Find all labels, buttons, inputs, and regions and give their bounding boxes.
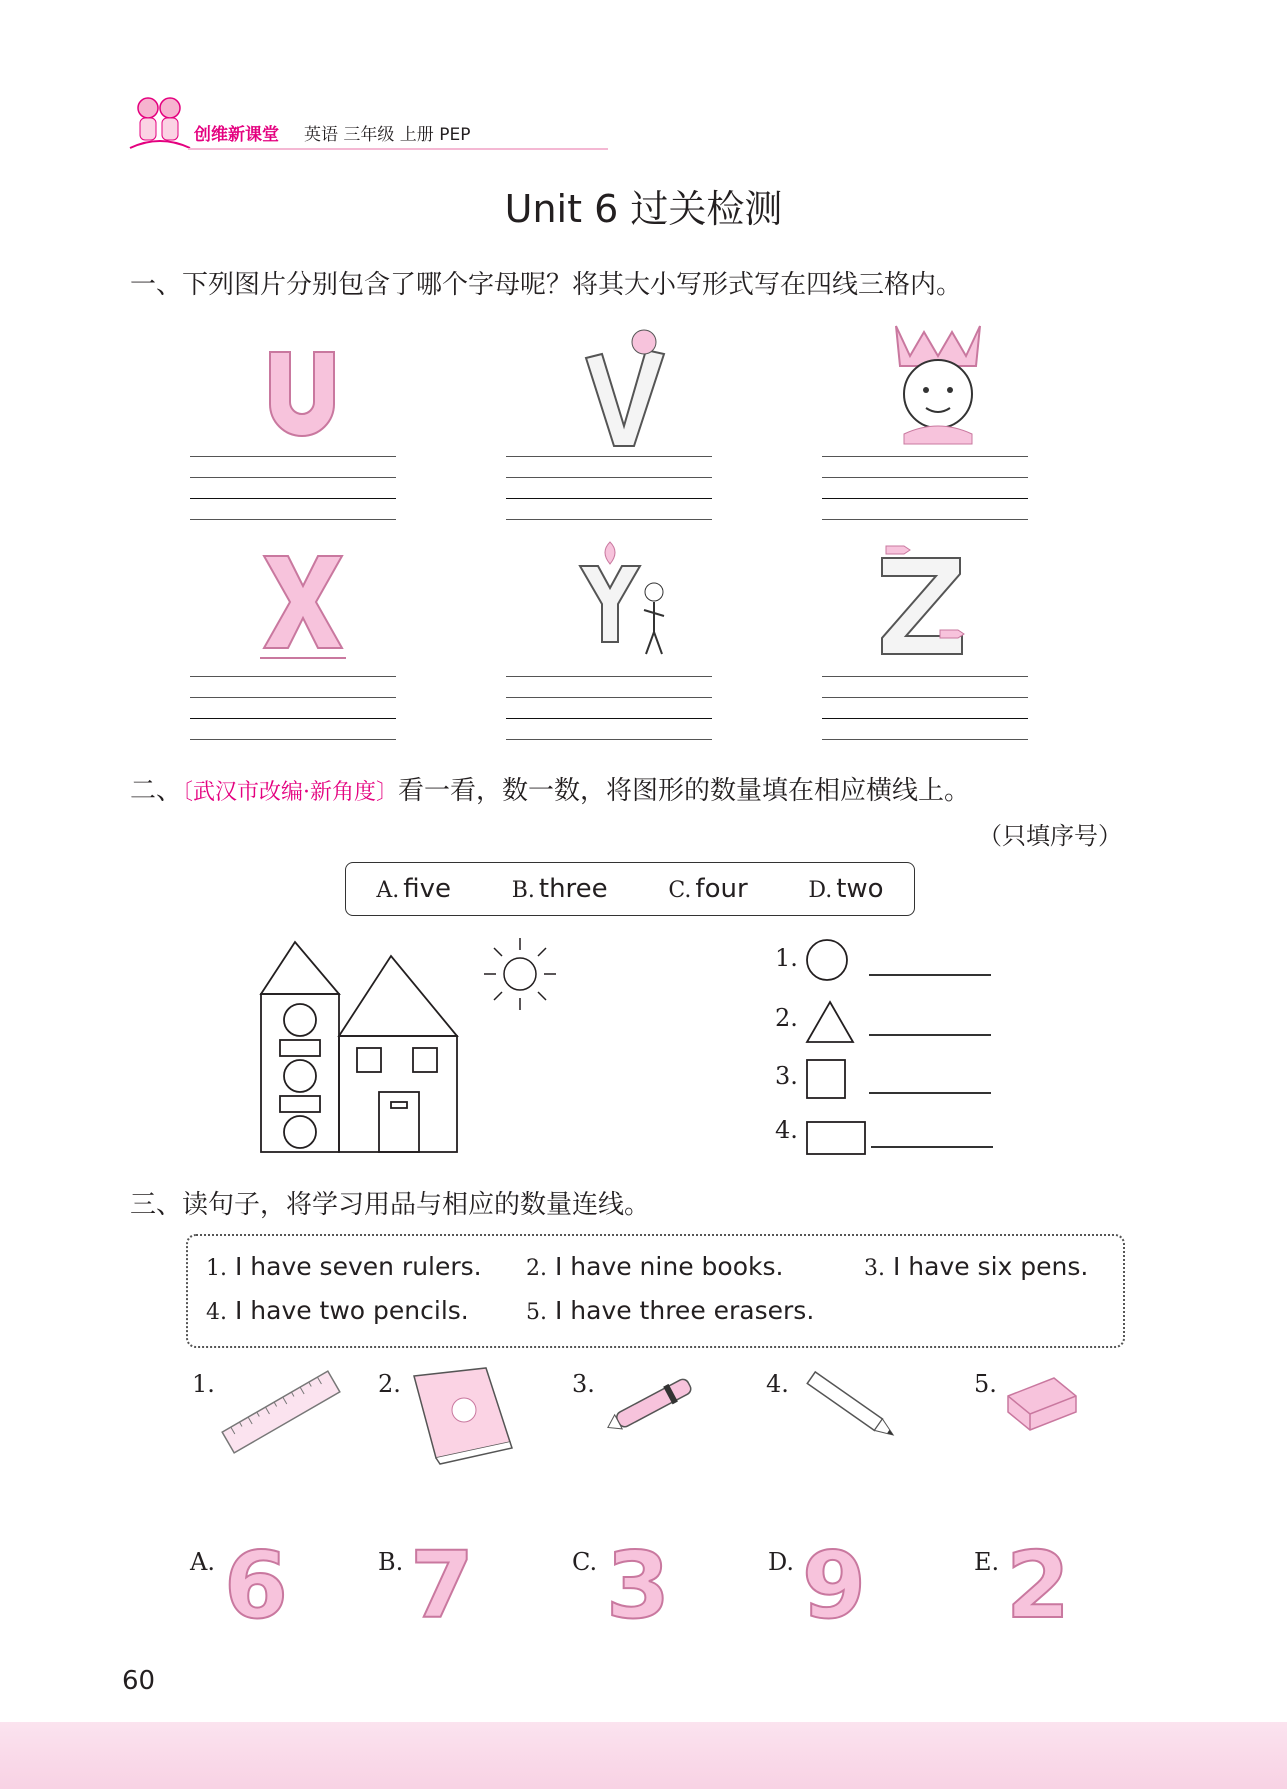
sentence-3: 3. I have six pens. (864, 1252, 1089, 1281)
letter-x-picture (258, 540, 348, 664)
page-number: 60 (122, 1666, 156, 1696)
number-label-c: C. (572, 1548, 598, 1576)
writing-lines-v[interactable] (506, 456, 712, 520)
sun-icon (480, 934, 560, 1014)
section2-tag: 〔武汉市改编·新角度〕 (182, 780, 399, 805)
brand-name: 创维新课堂 (194, 125, 279, 145)
number-label-b: B. (378, 1548, 404, 1576)
sentence-1: 1. I have seven rulers. (206, 1252, 482, 1281)
rectangle-shape-icon (805, 1120, 867, 1156)
option-a: A. five (376, 874, 451, 904)
number-three[interactable]: 3 (606, 1532, 671, 1639)
sentences-box (186, 1234, 1125, 1348)
writing-lines-y[interactable] (506, 676, 712, 740)
section2-text: 看一看，数一数，将图形的数量填在相应横线上。 (398, 776, 971, 806)
option-b: B. three (511, 874, 608, 904)
section1-instruction: 一、下列图片分别包含了哪个字母呢？将其大小写形式写在四线三格内。 (130, 270, 963, 300)
blank-line[interactable] (869, 1034, 991, 1036)
picture-label-3: 3. (572, 1370, 595, 1398)
section2-instruction (130, 770, 970, 807)
page-title: Unit 6 过关检测 (504, 187, 783, 231)
subject-info: 英语 三年级 上册 PEP (304, 125, 471, 145)
letter-u-picture (262, 340, 342, 448)
picture-label-5: 5. (974, 1370, 997, 1398)
option-c: C. four (668, 874, 748, 904)
option-d: D. two (808, 874, 884, 904)
number-six[interactable]: 6 (224, 1532, 289, 1639)
triangle-shape-icon (805, 1000, 855, 1044)
book-icon[interactable] (404, 1366, 514, 1466)
page-header (128, 90, 608, 154)
letter-y-picture (574, 536, 674, 666)
letter-z-picture (872, 536, 982, 666)
picture-label-4: 4. (766, 1370, 789, 1398)
writing-lines-u[interactable] (190, 456, 396, 520)
section2-note: （只填序号） (978, 822, 1122, 850)
pencil-icon[interactable] (794, 1364, 906, 1448)
sentence-4: 4. I have two pencils. (206, 1296, 469, 1325)
circle-shape-icon (805, 938, 849, 982)
number-seven[interactable]: 7 (410, 1532, 475, 1639)
writing-lines-w[interactable] (822, 456, 1028, 520)
options-box (345, 862, 915, 916)
count-item-rectangle: 4. (775, 1116, 798, 1144)
square-shape-icon (805, 1058, 847, 1100)
eraser-icon[interactable] (1002, 1370, 1082, 1436)
number-two[interactable]: 2 (1006, 1532, 1071, 1639)
sentence-2: 2. I have nine books. (526, 1252, 784, 1281)
number-nine[interactable]: 9 (802, 1532, 867, 1639)
picture-label-1: 1. (192, 1370, 215, 1398)
blank-line[interactable] (869, 974, 991, 976)
sentence-5: 5. I have three erasers. (526, 1296, 815, 1325)
number-label-e: E. (974, 1548, 1000, 1576)
letter-w-picture (888, 322, 988, 452)
section3-instruction: 三、读句子，将学习用品与相应的数量连线。 (130, 1190, 651, 1220)
ruler-icon[interactable] (218, 1364, 344, 1460)
count-item-square: 3. (775, 1062, 798, 1090)
letter-v-picture (580, 322, 670, 452)
picture-label-2: 2. (378, 1370, 401, 1398)
writing-lines-z[interactable] (822, 676, 1028, 740)
blank-line[interactable] (871, 1146, 993, 1148)
footer-band (0, 1722, 1287, 1789)
blank-line[interactable] (869, 1092, 991, 1094)
kids-logo-icon (128, 90, 192, 154)
number-label-a: A. (190, 1548, 215, 1576)
count-item-triangle: 2. (775, 1004, 798, 1032)
header-rule (188, 148, 608, 150)
writing-lines-x[interactable] (190, 676, 396, 740)
section2-prefix: 二、 (130, 776, 183, 806)
pen-icon[interactable] (600, 1366, 704, 1442)
count-item-circle: 1. (775, 944, 798, 972)
number-label-d: D. (768, 1548, 795, 1576)
